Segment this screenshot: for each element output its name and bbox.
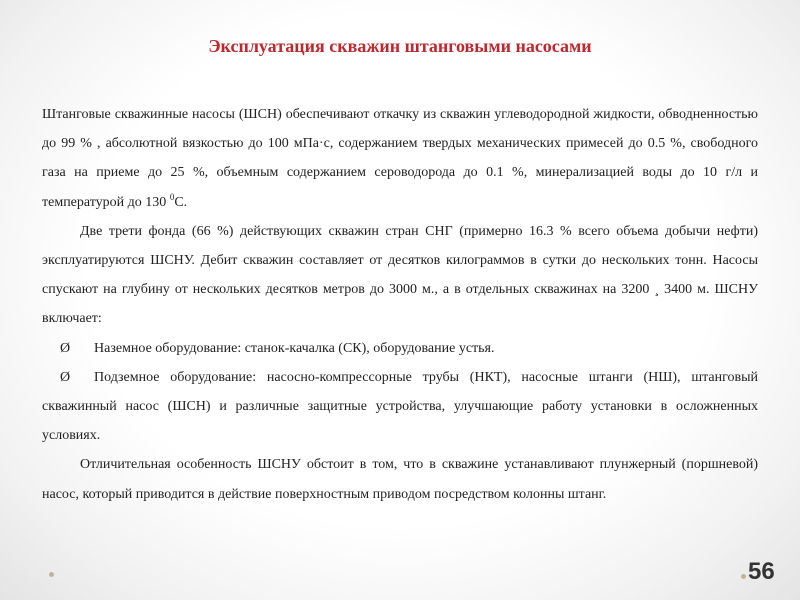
paragraph-1 [42, 100, 758, 217]
paragraph-3: Отличительная особенность ШСНУ обстоит в том, что в скважине устанавливают плунжерный (поршневой) насос, который приводится в действие поверхностным приводом посредством колонны штанг. [42, 457, 758, 502]
paragraph-1-end: С. [174, 194, 188, 210]
bullet-1-text: Наземное оборудование: станок-качалка (СК), оборудование устья. [94, 340, 495, 356]
degree-superscript: 0 [169, 191, 175, 202]
decor-dot-left [49, 572, 54, 577]
slide-body [42, 100, 758, 509]
page-number: 56 [748, 558, 775, 585]
bullet-arrow-icon: Ø [60, 340, 71, 356]
paragraph-2: Две трети фонда (66 %) действующих скважин стран СНГ (примерно 16.3 % всего объема добычи нефти) эксплуатируются ШСНУ. Дебит скважин составляет от десятков килограммов в сутки до нескольких тонн. Насосы спускают на глубину от нескольких десятков метров до 3000 м., а в отдельных скважинах на 3200 ¸ 3400 м. ШСНУ включает: [42, 223, 758, 327]
slide-title: Эксплуатация скважин штанговыми насосами [208, 36, 592, 56]
bullet-item-underground [42, 363, 758, 451]
decor-dot-right [741, 574, 746, 579]
bullet-arrow-icon: Ø [60, 369, 71, 385]
bullet-item-surface [42, 334, 758, 363]
bullet-2-text: Подземное оборудование: насосно-компрессорные трубы (НКТ), насосные штанги (НШ), штанговый скважинный насос (ШСН) и различные защитные устройства, улучшающие работу установки в осложненных условиях. [42, 369, 758, 444]
paragraph-1-text: Штанговые скважинные насосы (ШСН) обеспечивают откачку из скважин углеводородной жидкости, обводненностью до 99 % , абсолютной вязкостью до 100 мПа·с, содержанием твердых механических примесей до 0.5 %, свободного газа на приеме до 25 %, объемным содержанием сероводорода до 0.1 %, минерализацией воды до 10 г/л и температурой до 130 [42, 107, 758, 210]
